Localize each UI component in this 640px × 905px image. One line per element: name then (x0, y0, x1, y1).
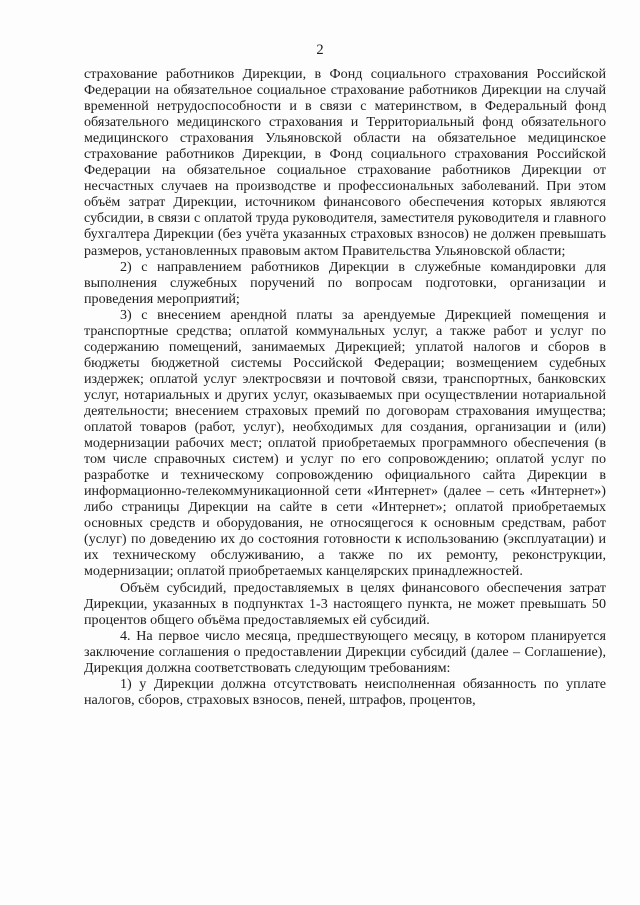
document-body (84, 66, 606, 708)
paragraph-point-4-requirements: 4. На первое число месяца, предшествующего месяцу, в котором планируется заключение соглашения о предоставлении Дирекции субсидий (далее – Соглашение), Дирекция должна соответствовать следующим требованиям: (84, 627, 606, 676)
page-number: 2 (316, 42, 324, 58)
paragraph-insurance-continuation: страхование работников Дирекции, в Фонд социального страхования Российской Федерации на обязательное социальное страхование работников Дирекции на случай временной нетрудоспособности и в связи с материнством, в Федеральный фонд обязательного медицинского страхования и Территориальный фонд обязательного медицинского страхования Ульяновской области на обязательное медицинское страхование работников Дирекции, в Фонд социального страхования Российской Федерации на обязательное социальное страхование работников Дирекции от несчастных случаев на производстве и профессиональных заболеваний. При этом объём затрат Дирекции, источником финансового обеспечения которых являются субсидии, в связи с оплатой труда руководителя, заместителя руководителя и главного бухгалтера Дирекции (без учёта указанных страховых взносов) не должен превышать размеров, установленных правовым актом Правительства Ульяновской области; (84, 66, 606, 259)
paragraph-item-2-business-trips: 2) с направлением работников Дирекции в служебные командировки для выполнения служебных поручений по вопросам подготовки, организации и проведения мероприятий; (84, 258, 606, 307)
paragraph-item-3-rent-and-services: 3) с внесением арендной платы за арендуемые Дирекцией помещения и транспортные средства; оплатой коммунальных услуг, а также работ и услуг по содержанию помещений, занимаемых Дирекцией; уплатой налогов и сборов в бюджеты бюджетной системы Российской Федерации; возмещением судебных издержек; оплатой услуг электросвязи и почтовой связи, транспортных, банковских услуг, нотариальных и других услуг, оказываемых при осуществлении нотариальной деятельности; внесением страховых премий по договорам страхования имущества; оплатой товаров (работ, услуг), необходимых для создания, организации и (или) модернизации рабочих мест; оплатой приобретаемых программного обеспечения (в том числе справочных систем) и услуг по его сопровождению; оплатой услуг по разработке и техническому сопровождению официального сайта Дирекции в информационно-телекоммуникационной сети «Интернет» (далее – сеть «Интернет») либо страницы Дирекции на сайте в сети «Интернет»; оплатой приобретаемых основных средств и оборудования, не относящегося к основным средствам, работ (услуг) по доведению их до состояния готовности к использованию (эксплуатации) и их техническому обслуживанию, а также по их ремонту, реконструкции, модернизации; оплатой приобретаемых канцелярских принадлежностей. (84, 306, 606, 580)
paragraph-requirement-1-no-debts: 1) у Дирекции должна отсутствовать неисполненная обязанность по уплате налогов, сборов, страховых взносов, пеней, штрафов, процентов, (84, 675, 606, 708)
paragraph-subsidy-limit: Объём субсидий, предоставляемых в целях финансового обеспечения затрат Дирекции, указанных в подпунктах 1-3 настоящего пункта, не может превышать 50 процентов общего объёма предоставляемых ей субсидий. (84, 579, 606, 628)
